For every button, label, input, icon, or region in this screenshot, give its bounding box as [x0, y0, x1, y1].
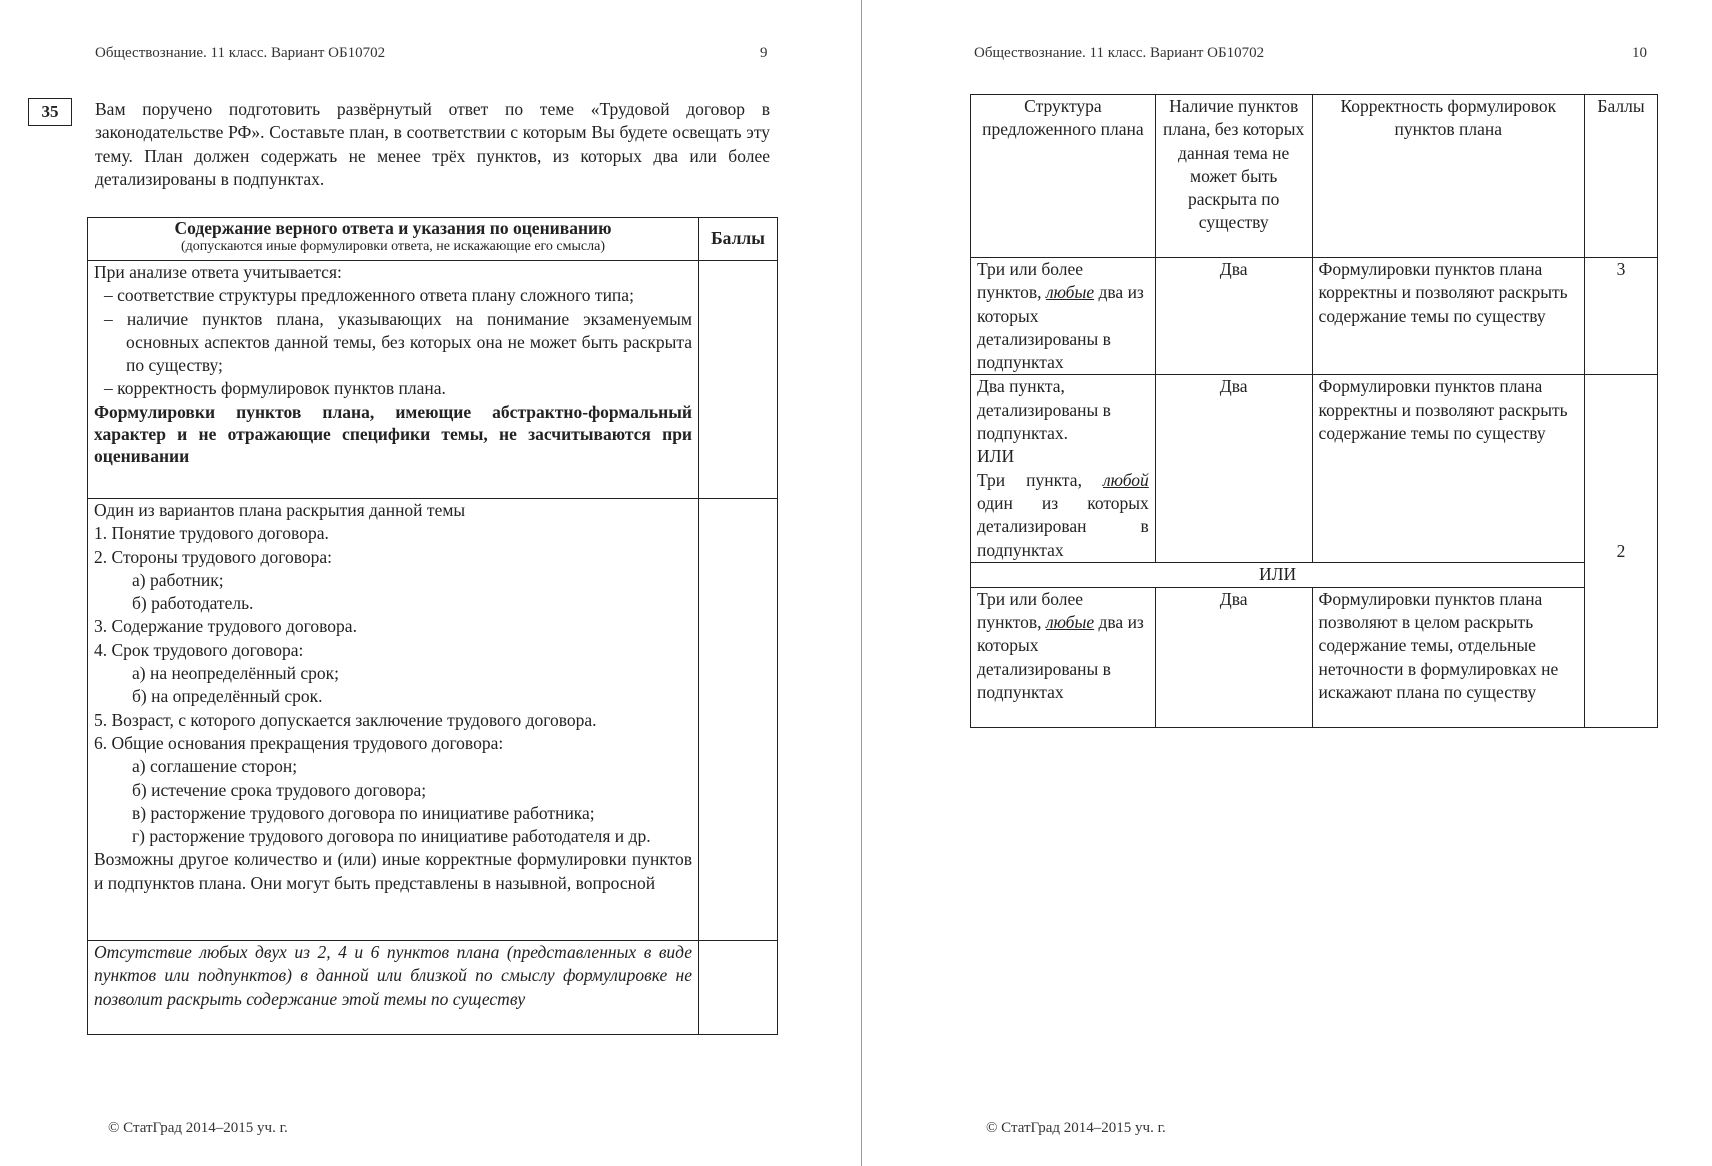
head-score: Баллы — [699, 218, 778, 261]
grading-table — [87, 217, 778, 1035]
plan-item: 2. Стороны трудового договора: — [94, 546, 332, 567]
underlined-word: любые — [1045, 612, 1095, 633]
or-row: ИЛИ — [971, 562, 1585, 587]
plan-item: а) соглашение сторон; — [132, 756, 298, 777]
presence-cell: Два — [1155, 587, 1312, 727]
score-table — [970, 94, 1658, 728]
plan-item: б) работодатель. — [132, 593, 254, 614]
col-header: Корректность формулировок пунктов плана — [1312, 95, 1584, 258]
text: Три или более пунктов, — [977, 259, 1084, 303]
presence-cell: Два — [1155, 375, 1312, 562]
underlined-word: любые — [1045, 282, 1095, 303]
correctness-cell: Формулировки пунктов плана корректны и позволяют раскрыть содержание темы по существу — [1312, 375, 1584, 562]
score-value: 3 — [1585, 258, 1658, 375]
col-header: Баллы — [1585, 95, 1658, 258]
correctness-cell: Формулировки пунктов плана позволяют в целом раскрыть содержание темы, отдельные неточности в формулировках не искажают плана по существу — [1312, 587, 1584, 727]
criteria-cell — [88, 261, 699, 499]
text: Три пункта, — [977, 469, 1103, 490]
plan-item: а) работник; — [132, 569, 224, 590]
italic-note: Отсутствие любых двух из 2, 4 и 6 пунктов плана (представленных в виде пунктов или подпунктов) в данной или близкой по смыслу формулировке не позволит раскрыть содержание этой темы по существу — [88, 941, 699, 1035]
criterion: – корректность формулировок пунктов плана. — [104, 378, 446, 399]
or-label: ИЛИ — [977, 446, 1015, 467]
text: Два пункта, детализированы в подпунктах. — [977, 376, 1111, 444]
plan-list — [94, 522, 692, 848]
col-header: Структура предложенного плана — [971, 95, 1156, 258]
plan-item: 1. Понятие трудового договора. — [94, 523, 329, 544]
page-header: Обществознание. 11 класс. Вариант ОБ10702 — [95, 45, 386, 61]
criteria-intro: При анализе ответа учитывается: — [94, 262, 342, 282]
score-cell — [699, 499, 778, 941]
page-number: 10 — [1632, 45, 1647, 61]
head-note: (допускаются иные формулировки ответа, не искажающие его смысла) — [181, 239, 605, 254]
head-title: Содержание верного ответа и указания по оцениванию — [174, 218, 612, 238]
text: Три или более пунктов, — [977, 588, 1084, 633]
footer: © СтатГрад 2014–2015 уч. г. — [986, 1120, 1166, 1136]
text: один из которых детализирован в подпунктах — [977, 492, 1149, 560]
structure-cell — [971, 258, 1156, 375]
structure-cell — [971, 587, 1156, 727]
structure-cell — [971, 375, 1156, 562]
plan-item: 5. Возраст, с которого допускается заключение трудового договора. — [94, 709, 597, 730]
plan-item: в) расторжение трудового договора по инициативе работника; — [132, 802, 595, 823]
plan-item: б) на определённый срок. — [132, 686, 323, 707]
criterion: – наличие пунктов плана, указывающих на понимание экзаменуемым основных аспектов данной темы, без которых она не может быть раскрыта по существу; — [104, 308, 693, 376]
plan-intro: Один из вариантов плана раскрытия данной темы — [94, 500, 466, 520]
plan-note: Возможны другое количество и (или) иные корректные формулировки пунктов и подпунктов плана. Они могут быть представлены в назывной, вопросной — [94, 849, 693, 893]
score-value: 2 — [1585, 375, 1658, 727]
score-cell — [699, 261, 778, 499]
plan-item: 3. Содержание трудового договора. — [94, 616, 357, 637]
underlined-word: любой — [1103, 469, 1149, 490]
criterion: – соответствие структуры предложенного ответа плану сложного типа; — [104, 285, 634, 306]
plan-item: б) истечение срока трудового договора; — [132, 779, 427, 800]
plan-item: 4. Срок трудового договора: — [94, 639, 304, 660]
plan-item: 6. Общие основания прекращения трудового договора: — [94, 732, 504, 753]
plan-item: а) на неопределённый срок; — [132, 663, 340, 684]
text: два из которых детализированы в подпунктах — [977, 282, 1144, 373]
col-header: Наличие пунктов плана, без которых данная тема не может быть раскрыта по существу — [1155, 95, 1312, 258]
page-divider — [861, 0, 862, 1166]
page-number: 9 — [760, 45, 768, 61]
footer: © СтатГрад 2014–2015 уч. г. — [108, 1120, 288, 1136]
table-head — [88, 218, 699, 261]
score-cell — [699, 941, 778, 1035]
presence-cell: Два — [1155, 258, 1312, 375]
correctness-cell: Формулировки пунктов плана корректны и позволяют раскрыть содержание темы по существу — [1312, 258, 1584, 375]
task-text: Вам поручено подготовить развёрнутый ответ по теме «Трудовой договор в законодательстве РФ». Составьте план, в соответствии с которым Вы будете освещать эту тему. План должен содержать не менее трёх пунктов, из которых два или более детализированы в подпунктах. — [95, 99, 770, 189]
plan-item: г) расторжение трудового договора по инициативе работодателя и др. — [132, 826, 651, 847]
page-header: Обществознание. 11 класс. Вариант ОБ10702 — [974, 45, 1265, 61]
plan-cell — [88, 499, 699, 941]
task-number: 35 — [28, 98, 72, 126]
bold-note: Формулировки пунктов плана, имеющие абстрактно-формальный характер и не отражающие специфики темы, не засчитываются при оценивании — [94, 401, 693, 466]
text: два из которых детализированы в подпунктах — [977, 612, 1144, 703]
